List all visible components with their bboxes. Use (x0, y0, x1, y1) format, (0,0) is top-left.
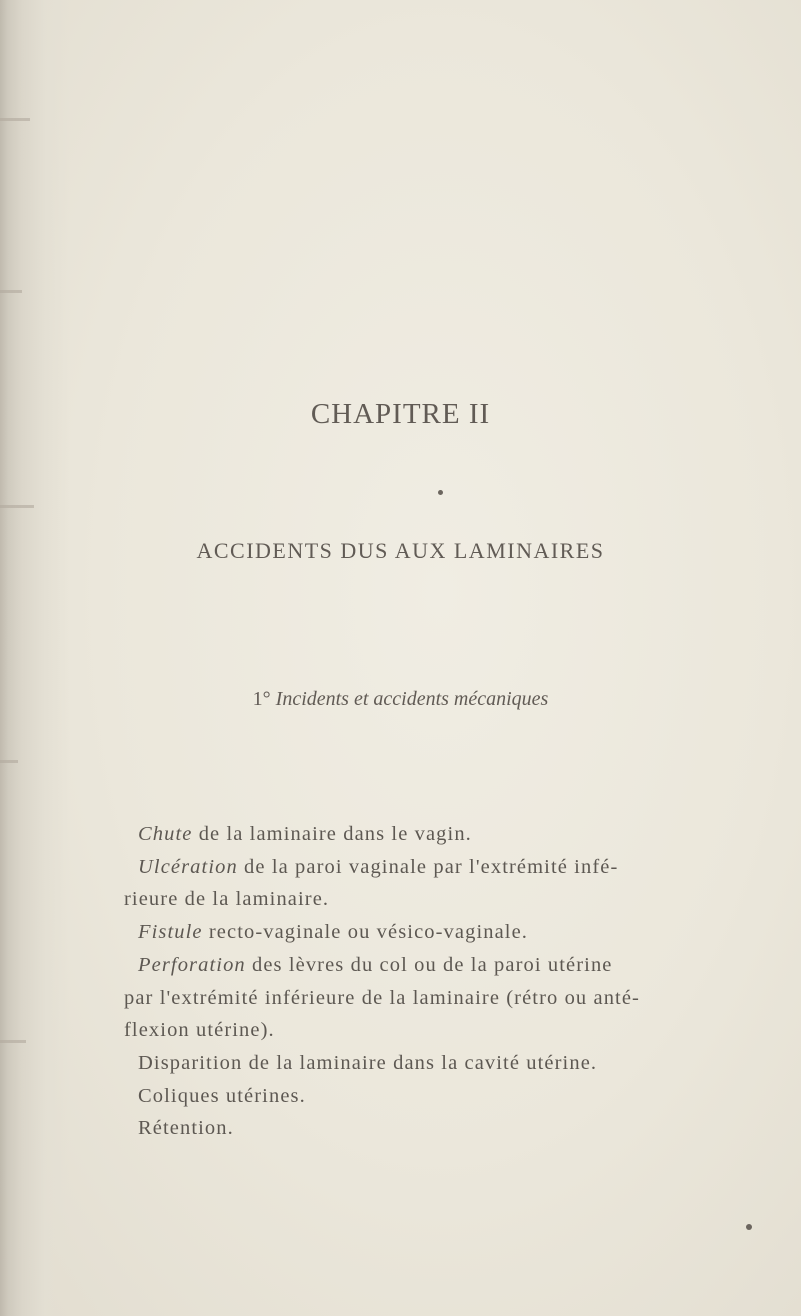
subsection-number: 1° (252, 688, 271, 710)
list-item-term: Chute (138, 823, 193, 845)
list-item (124, 1112, 772, 1145)
list-item-text: recto-vaginale ou vésico-vaginale. (202, 921, 529, 944)
list-item-continuation: flexion utérine). (124, 1019, 275, 1042)
list-item-text: de la laminaire dans le vagin. (192, 823, 472, 845)
subsection-heading: Incidents et accidents mécaniques (275, 688, 549, 710)
list-item-text: Rétention. (138, 1117, 234, 1140)
ink-speck (438, 490, 443, 495)
list-item-text: des lèvres du col ou de la paroi utérine (245, 953, 613, 976)
list-item (124, 851, 772, 916)
spine-mark (0, 760, 18, 763)
page-spine-shadow (0, 0, 70, 1316)
subsection-title (0, 688, 801, 711)
ink-speck (746, 1224, 752, 1230)
list-item (124, 949, 772, 1047)
chapter-title: CHAPITRE II (310, 398, 491, 430)
list-item-text: de la paroi vaginale par l'extrémité infé- (237, 855, 619, 878)
list-item (124, 1080, 772, 1113)
list-item (124, 916, 772, 949)
list-item-term: Fistule (138, 921, 203, 944)
list-item (124, 1047, 772, 1080)
list-item (124, 818, 772, 851)
section-title: ACCIDENTS DUS AUX LAMINAIRES (196, 538, 605, 563)
list-item-term: Ulcération (138, 855, 238, 878)
accident-list (124, 818, 772, 1145)
spine-mark (0, 290, 22, 293)
list-item-text: Disparition de la laminaire dans la cavité utérine. (138, 1051, 598, 1074)
list-item-continuation: rieure de la laminaire. (124, 888, 330, 911)
list-item-text: Coliques utérines. (138, 1084, 306, 1107)
spine-mark (0, 118, 30, 121)
list-item-term: Perforation (138, 953, 246, 976)
list-item-continuation: par l'extrémité inférieure de la laminaire (rétro ou anté- (124, 986, 640, 1009)
spine-mark (0, 505, 34, 508)
spine-mark (0, 1040, 26, 1043)
